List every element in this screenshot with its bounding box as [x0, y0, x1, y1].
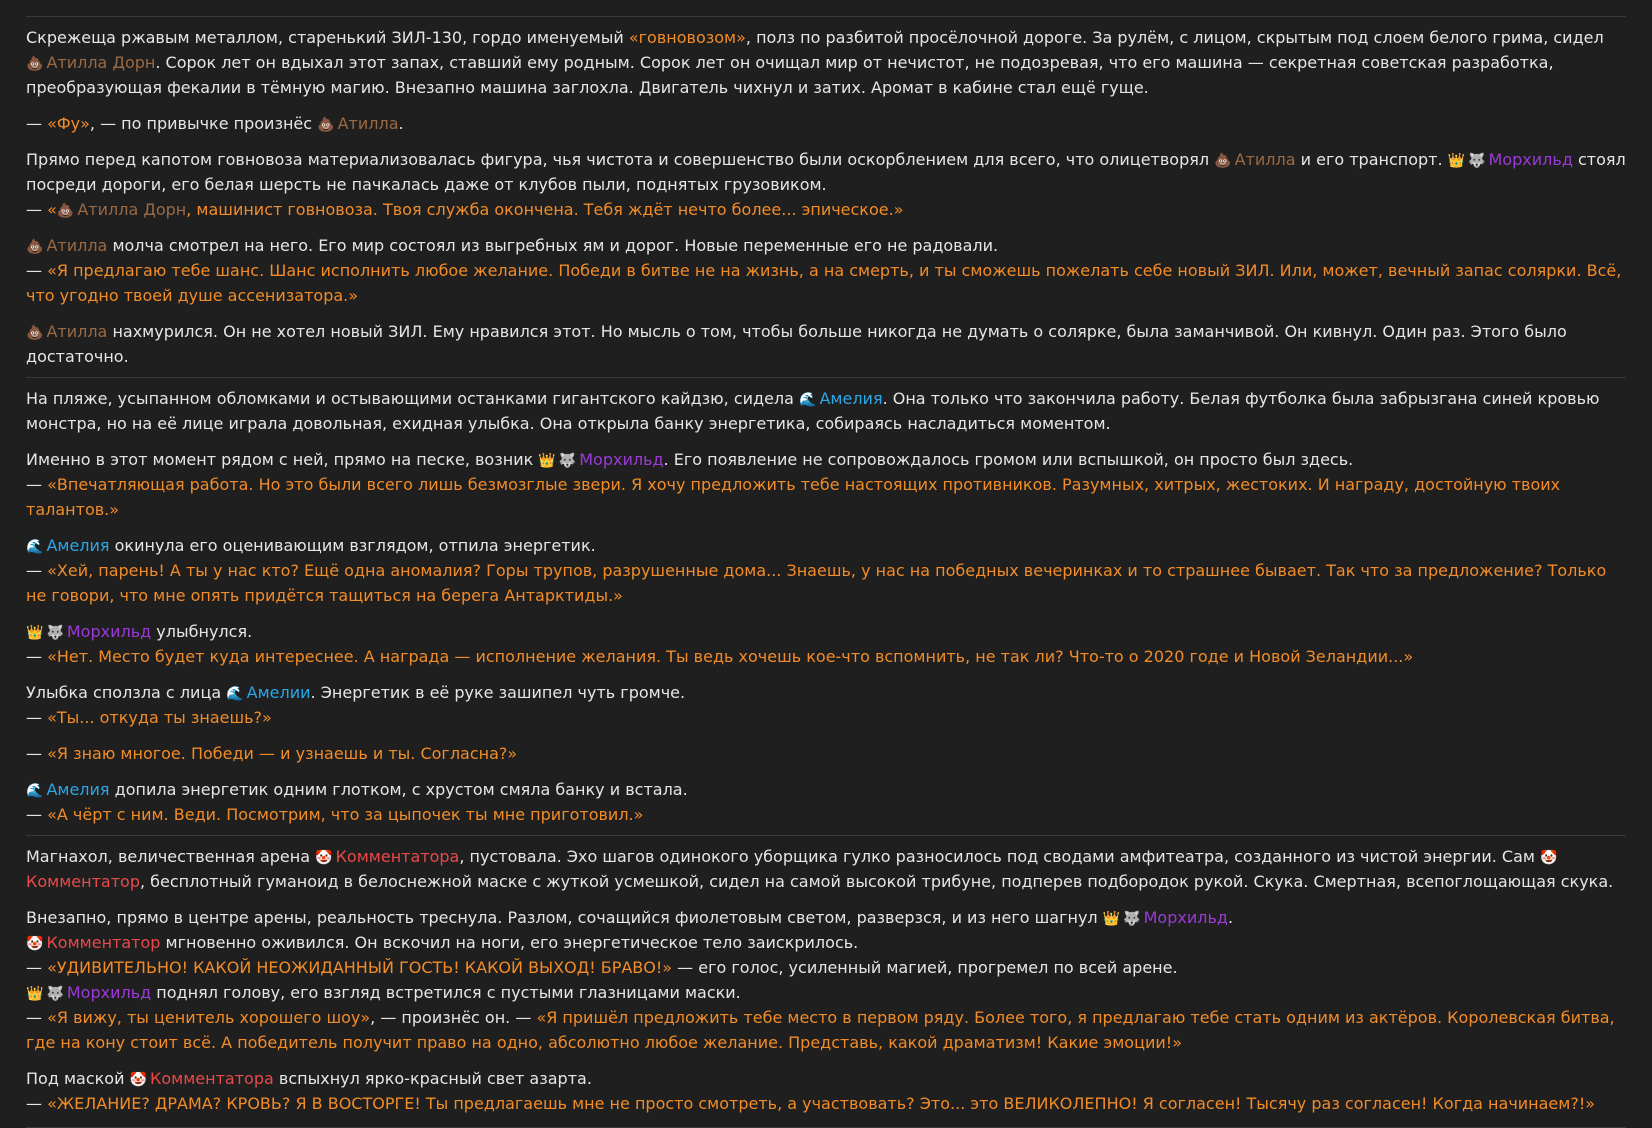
text: нахмурился. Он не хотел новый ЗИЛ. Ему нравился этот. Но мысль о том, чтобы больше никогда не думать о солярке, была заманчивой. Он кивнул. Один раз. Этого было достаточно. [26, 322, 1567, 366]
text: . Энергетик в её руке зашипел чуть громче. [310, 683, 686, 702]
text: мгновенно оживился. Он вскочил на ноги, его энергетическое тело заискрилось. [160, 933, 859, 952]
text: , — по привычке произнёс [89, 114, 318, 133]
text: окинула его оценивающим взглядом, отпила энергетик. [109, 536, 596, 555]
text: . [1227, 908, 1234, 927]
paragraph-14 [26, 905, 1626, 1055]
name-kommentator: Комментатора [150, 1069, 274, 1088]
name-amelia: Амелии [246, 683, 311, 702]
wolf-icon: 🐺 [558, 453, 577, 469]
text: На пляже, усыпанном обломками и остывающими останками гигантского кайдзю, сидела [26, 389, 800, 408]
quote-highlight: «Я предлагаю тебе шанс. Шанс исполнить любое желание. Победи в битве не на жизнь, а на смерть, и ты сможешь пожелать себе новый ЗИЛ. Или, может, вечный запас солярки. Всё, что угодно твоей душе ассенизатора.» [26, 261, 1622, 305]
text: — его голос, усиленный магией, прогремел по всей арене. [672, 958, 1178, 977]
dash: — [26, 958, 48, 977]
quote-highlight: «А чёрт с ним. Веди. Посмотрим, что за цыпочек ты мне приготовил.» [47, 805, 644, 824]
dialogue-line [26, 1091, 1626, 1116]
quote-highlight: «Впечатляющая работа. Но это были всего лишь безмозглые звери. Я хочу предложить тебе настоящих противников. Разумных, хитрых, жестоких. И награду, достойную твоих талантов.» [26, 475, 1561, 519]
text: Магнахол, величественная арена [26, 847, 316, 866]
name-morx: Морхильд [579, 450, 664, 469]
name-amelia: Амелия [46, 536, 110, 555]
top-divider [26, 16, 1626, 17]
text: . [398, 114, 404, 133]
dash: — [26, 805, 48, 824]
text: улыбнулся. [151, 622, 253, 641]
text: — [26, 114, 48, 133]
dash: — [26, 261, 48, 280]
dialogue-line [26, 644, 1626, 669]
quote-highlight: «УДИВИТЕЛЬНО! КАКОЙ НЕОЖИДАННЫЙ ГОСТЬ! КАКОЙ ВЫХОД! БРАВО!» [47, 958, 673, 977]
text: . Сорок лет он вдыхал этот запах, ставший ему родным. Сорок лет он очищал мир от нечистот, не подозревая, что его машина — секретная советская разработка, преобразующая фекалии в тёмную магию. Внезапно машина заглохла. Двигатель чихнул и затих. Аромат в кабине стал ещё гуще. [26, 53, 1554, 97]
text: Прямо перед капотом говновоза материализовалась фигура, чья чистота и совершенство были оскорблением для всего, что олицетворял [26, 150, 1215, 169]
paragraph-8 [26, 533, 1626, 608]
text: молча смотрел на него. Его мир состоял из выгребных ям и дорог. Новые переменные его не радовали. [107, 236, 999, 255]
text: , бесплотный гуманоид в белоснежной маске с жуткой усмешкой, сидел на самой высокой трибуне, подперев подбородок рукой. Скука. Смертная, всепоглощающая скука. [139, 872, 1614, 891]
text: Улыбка сползла с лица [26, 683, 227, 702]
name-morx: Морхильд [1488, 150, 1573, 169]
dash: — [26, 744, 48, 763]
crown-icon: 👑 [1102, 911, 1121, 927]
quote-highlight: «Фу» [47, 114, 90, 133]
text: Под маской [26, 1069, 130, 1088]
clown-icon: 🤡 [1540, 850, 1558, 866]
dialogue-line [26, 802, 1626, 827]
wolf-icon: 🐺 [1123, 911, 1141, 927]
name-morx: Морхильд [1143, 908, 1228, 927]
wave-icon: 🌊 [226, 686, 244, 702]
dialogue-line [26, 197, 1626, 222]
dash: — [26, 475, 48, 494]
dash: — [26, 647, 48, 666]
crown-icon: 👑 [26, 986, 44, 1002]
paragraph-2 [26, 111, 1626, 136]
crown-icon: 👑 [538, 453, 556, 469]
text: , полз по разбитой просёлочной дороге. За рулём, с лицом, скрытым под слоем белого грима, сидел [745, 28, 1604, 47]
dash: — [26, 200, 48, 219]
wolf-icon: 🐺 [46, 986, 64, 1002]
poop-icon: 💩 [1214, 153, 1232, 169]
dialogue-line [26, 472, 1626, 522]
wolf-icon: 🐺 [46, 625, 64, 641]
narration-line [26, 980, 1626, 1005]
paragraph-3 [26, 147, 1626, 222]
dialogue-line [26, 1005, 1626, 1055]
narration-line [26, 930, 1626, 955]
text: , пустовала. Эхо шагов одинокого уборщика гулко разносилось под сводами амфитеатра, созданного из чистой энергии. Сам [459, 847, 1541, 866]
text: , — произнёс он. — [370, 1008, 537, 1027]
quote-highlight: «Я знаю многое. Победи — и узнаешь и ты. Согласна?» [47, 744, 518, 763]
dialogue-line [26, 558, 1626, 608]
paragraph-13 [26, 844, 1626, 894]
paragraph-5 [26, 319, 1626, 369]
clown-icon: 🤡 [26, 936, 44, 952]
poop-icon: 💩 [26, 325, 44, 341]
wolf-icon: 🐺 [1468, 153, 1486, 169]
quote-highlight: «Я вижу, ты ценитель хорошего шоу» [47, 1008, 371, 1027]
name-morx: Морхильд [66, 983, 152, 1002]
quote-highlight: «ЖЕЛАНИЕ? ДРАМА? КРОВЬ? Я В ВОСТОРГЕ! Ты предлагаешь мне не просто смотреть, а участвовать? Это... это ВЕЛИКОЛЕПНО! Я согласен! Тысячу раз согласен! Когда начинаем?!» [47, 1094, 1596, 1113]
poop-icon: 💩 [56, 203, 75, 219]
wave-icon: 🌊 [26, 783, 44, 799]
name-atilla: Атилла [46, 322, 108, 341]
section-divider [26, 377, 1626, 378]
crown-icon: 👑 [26, 625, 44, 641]
name-atilla: Атилла Дорн [46, 53, 156, 72]
text: . Она только что закончила работу. Белая футболка была забрызгана синей кровью монстра, но на её лице играла довольная, ехидная улыбка. Она открыла банку энергетика, собираясь насладиться моментом. [26, 389, 1600, 433]
dialogue-line [26, 955, 1626, 980]
quote-highlight: «Ты... откуда ты знаешь?» [47, 708, 272, 727]
name-kommentator: Комментатор [26, 872, 140, 891]
text: Скрежеща ржавым металлом, старенький ЗИЛ-130, гордо именуемый [26, 28, 629, 47]
paragraph-7 [26, 447, 1626, 522]
name-atilla: Атилла [46, 236, 108, 255]
paragraph-15 [26, 1066, 1626, 1116]
name-amelia: Амелия [46, 780, 110, 799]
wave-icon: 🌊 [799, 392, 817, 408]
name-atilla: Атилла [1234, 150, 1296, 169]
text: стоял посреди дороги, его белая шерсть не пачкалась даже от клубов пыли, поднятых грузовиком. [26, 150, 1626, 194]
name-atilla: Атилла [337, 114, 399, 133]
dialogue-line [26, 705, 1626, 730]
paragraph-4 [26, 233, 1626, 308]
paragraph-12 [26, 777, 1626, 827]
crown-icon: 👑 [1447, 153, 1466, 169]
quote-highlight: «Нет. Место будет куда интереснее. А награда — исполнение желания. Ты ведь хочешь кое-что вспомнить, не так ли? Что-то о 2020 годе и Новой Зеландии...» [47, 647, 1414, 666]
text: допила энергетик одним глотком, с хрустом смяла банку и встала. [109, 780, 688, 799]
dash: — [26, 708, 48, 727]
dash: — [26, 1008, 48, 1027]
poop-icon: 💩 [26, 56, 44, 72]
quote-highlight: «Хей, парень! А ты у нас кто? Ещё одна аномалия? Горы трупов, разрушенные дома... Знаешь, у нас на победных вечеринках и то страшнее бывает. Так что за предложение? Только не говори, что мне опять придётся тащиться на берега Антарктиды.» [26, 561, 1607, 605]
text: Именно в этот момент рядом с ней, прямо на песке, возник [26, 450, 539, 469]
poop-icon: 💩 [26, 239, 44, 255]
clown-icon: 🤡 [315, 850, 333, 866]
clown-icon: 🤡 [129, 1072, 148, 1088]
section-divider [26, 835, 1626, 836]
quote-highlight: «Я пришёл предложить тебе место в первом ряду. Более того, я предлагаю тебе стать одним из актёров. Королевская битва, где на кону стоит всё. А победитель получит право на одно, абсолютно любое желание. Представь, какой драматизм! Какие эмоции!» [26, 1008, 1615, 1052]
dash: — [26, 1094, 48, 1113]
paragraph-9 [26, 619, 1626, 669]
wave-icon: 🌊 [26, 539, 44, 555]
poop-icon: 💩 [317, 117, 335, 133]
paragraph-10 [26, 680, 1626, 730]
dialogue-line [26, 258, 1626, 308]
text: и его транспорт. [1295, 150, 1448, 169]
dash: — [26, 561, 48, 580]
text: вспыхнул ярко-красный свет азарта. [273, 1069, 592, 1088]
quote-highlight: , машинист говновоза. Твоя служба окончена. Тебя ждёт нечто более... эпическое.» [186, 200, 904, 219]
paragraph-6 [26, 386, 1626, 436]
paragraph-1 [26, 25, 1626, 100]
name-morx: Морхильд [66, 622, 152, 641]
quote-open: « [47, 200, 57, 219]
text: Внезапно, прямо в центре арены, реальность треснула. Разлом, сочащийся фиолетовым светом, разверзся, и из него шагнул [26, 908, 1103, 927]
name-kommentator: Комментатора [335, 847, 460, 866]
quote-highlight: «говновозом» [628, 28, 746, 47]
name-kommentator: Комментатор [46, 933, 161, 952]
text: поднял голову, его взгляд встретился с пустыми глазницами маски. [151, 983, 741, 1002]
name-amelia: Амелия [819, 389, 883, 408]
paragraph-11 [26, 741, 1626, 766]
name-atilla: Атилла Дорн [77, 200, 187, 219]
text: . Его появление не сопровождалось громом или вспышкой, он просто был здесь. [663, 450, 1354, 469]
